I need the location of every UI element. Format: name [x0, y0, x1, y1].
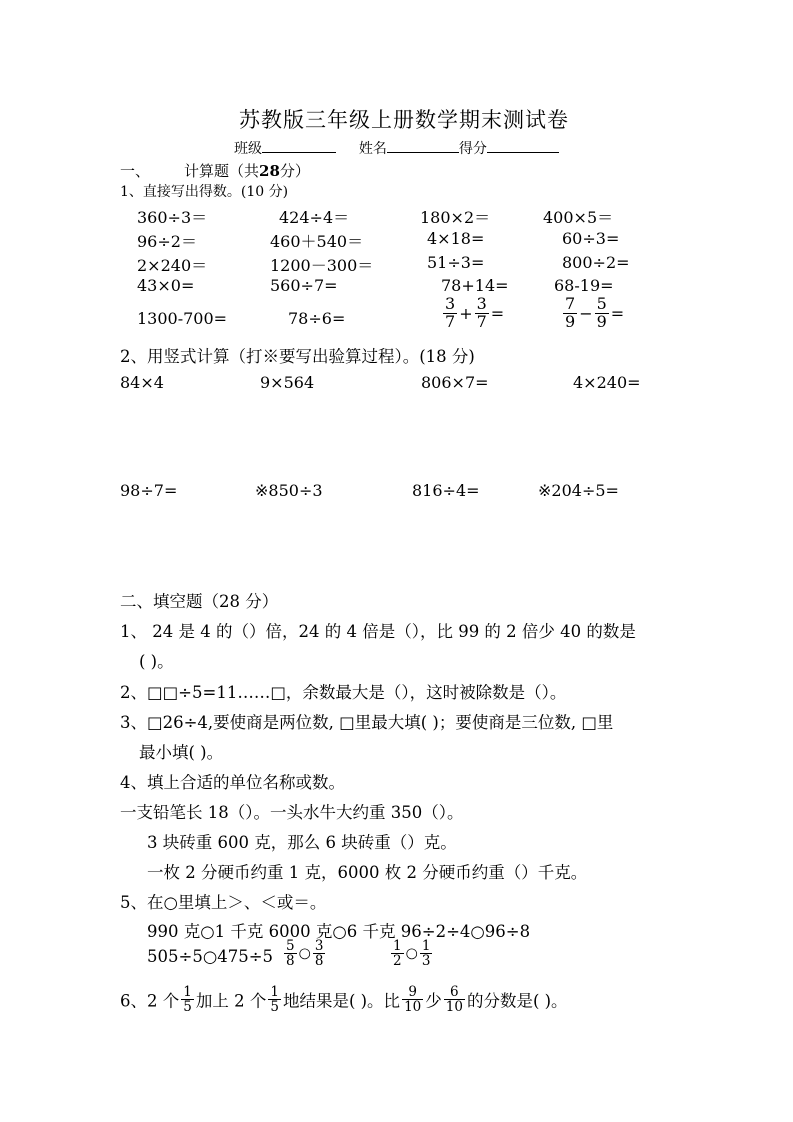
vertical-calc-item: ※850÷3	[255, 481, 323, 500]
class-field[interactable]	[262, 152, 336, 153]
vertical-calc-item: 98÷7=	[120, 481, 178, 500]
section1-heading	[120, 160, 310, 181]
vertical-calc-item: 816÷4=	[412, 481, 480, 500]
calc-item: 60÷3=	[562, 229, 620, 248]
q2-3-line2: 最小填( )。	[139, 743, 224, 762]
q2-5-fraction-compare: $\frac{5}{8}$ ○ $\frac{3}{8}$	[286, 938, 324, 970]
q2-4-line1: 一支铅笔长 18（）。一头水牛大约重 350（）。	[120, 803, 464, 822]
calc-item: 2×240＝	[137, 256, 208, 275]
section1-number: 一、	[120, 162, 151, 180]
q2-3-line1: 3、□26÷4,要使商是两位数, □里最大填( )；要使商是三位数, □里	[120, 713, 614, 732]
calc-item: 43×0=	[137, 276, 195, 295]
q2-5-line2a: 505÷5○475÷5	[147, 947, 274, 966]
section1-points: 28	[259, 162, 280, 180]
q2-title: 2、用竖式计算（打※要写出验算过程）。(18 分)	[120, 347, 475, 366]
calc-item: 424÷4＝	[279, 208, 350, 227]
class-label: 班级	[234, 141, 262, 157]
vertical-calc-item: 4×240=	[573, 373, 641, 392]
fraction: $\frac{1}{5}$	[183, 984, 192, 1016]
fraction: $\frac{5}{8}$	[286, 938, 295, 970]
calc-item: 1200－300＝	[270, 256, 374, 275]
section2-heading: 二、填空题（28 分）	[120, 592, 279, 611]
fraction: $\frac{1}{5}$	[270, 984, 279, 1016]
q2-4-title: 4、填上合适的单位名称或数。	[120, 773, 345, 792]
q1-title: 1、直接写出得数。(10 分)	[120, 184, 289, 200]
q2-5-line1: 990 克○1 千克 6000 克○6 千克 96÷2÷4○96÷8	[147, 922, 531, 941]
calc-item: 560÷7=	[270, 276, 338, 295]
fraction: $\frac{9}{10}$	[404, 984, 422, 1016]
calc-item: 78+14=	[441, 276, 509, 295]
fraction: $\frac{3}{7}$	[476, 294, 487, 331]
vertical-calc-item: ※204÷5=	[538, 481, 619, 500]
calc-item: 51÷3=	[427, 253, 485, 272]
q2-5-fraction-compare: $\frac{1}{2}$ ○ $\frac{1}{3}$	[393, 938, 431, 970]
score-label: 得分	[458, 141, 487, 157]
calc-item: 400×5＝	[543, 208, 614, 227]
q2-5-title: 5、在○里填上＞、＜或＝。	[120, 893, 327, 912]
vertical-calc-item: 806×7=	[421, 373, 489, 392]
fraction: $\frac{5}{9}$	[596, 294, 607, 331]
student-info-line	[234, 138, 559, 158]
fraction-expression: $\frac{7}{9}$ − $\frac{5}{9}$ =	[565, 294, 625, 331]
vertical-calc-item: 9×564	[260, 373, 315, 392]
q2-2: 2、□□÷5=11……□，余数最大是（），这时被除数是（）。	[120, 683, 567, 702]
section1-title-end: 分）	[279, 162, 310, 180]
score-field[interactable]	[487, 152, 559, 153]
fraction-expression: $\frac{3}{7}$ + $\frac{3}{7}$ =	[445, 294, 505, 331]
calc-item: 800÷2=	[562, 253, 630, 272]
section1-title: 计算题（共	[184, 162, 260, 180]
calc-item: 460＋540＝	[270, 232, 364, 251]
fraction: $\frac{1}{2}$	[393, 938, 402, 970]
q2-4-line3: 一枚 2 分硬币约重 1 克，6000 枚 2 分硬币约重（）千克。	[147, 863, 588, 882]
name-field[interactable]	[387, 152, 459, 153]
calc-item: 4×18=	[427, 229, 485, 248]
fraction: $\frac{3}{7}$	[445, 294, 456, 331]
q2-1-line2: ( )。	[139, 652, 174, 671]
fraction: $\frac{7}{9}$	[565, 294, 576, 331]
calc-item: 1300-700=	[137, 309, 228, 328]
fraction: $\frac{6}{10}$	[445, 984, 463, 1016]
calc-item: 68-19=	[554, 276, 614, 295]
name-label: 姓名	[358, 141, 387, 157]
calc-item: 78÷6=	[288, 309, 346, 328]
calc-item: 360÷3＝	[137, 208, 208, 227]
vertical-calc-item: 84×4	[120, 373, 164, 392]
fraction: $\frac{1}{3}$	[421, 938, 431, 970]
q2-1-line1: 1、 24 是 4 的（）倍，24 的 4 倍是（），比 99 的 2 倍少 40 的数是	[120, 622, 636, 641]
fraction: $\frac{3}{8}$	[314, 938, 324, 970]
calc-item: 180×2＝	[420, 208, 491, 227]
page-title: 苏教版三年级上册数学期末测试卷	[239, 108, 569, 132]
q2-6: 6、2 个 $\frac{1}{5}$ 加上 2 个 $\frac{1}{5}$ 地结果是( )。比 $\frac{9}{10}$ 少 $\frac{6}{10}$ 的分数是( )。	[120, 984, 568, 1016]
calc-item: 96÷2＝	[137, 232, 197, 251]
q2-4-line2: 3 块砖重 600 克，那么 6 块砖重（）克。	[147, 833, 457, 852]
